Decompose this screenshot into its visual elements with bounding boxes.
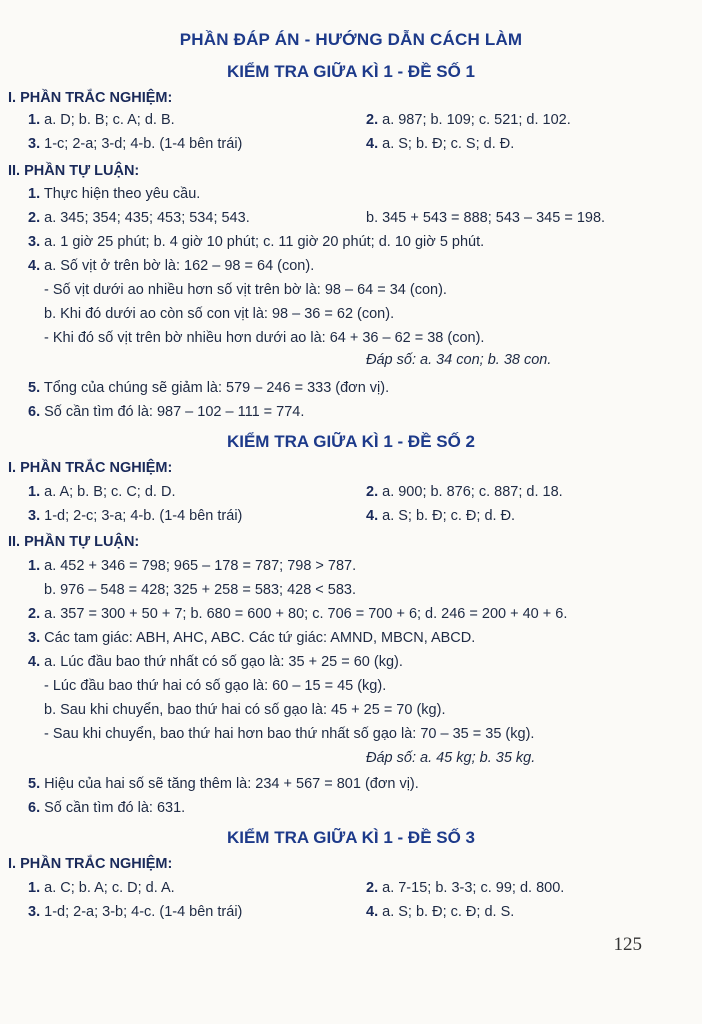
test1-t6: 6. Số cần tìm đó là: 987 – 102 – 111 = 774. [28, 404, 305, 420]
test2-t3: 3. Các tam giác: ABH, AHC, ABC. Các tứ giác: AMND, MBCN, ABCD. [28, 630, 476, 646]
page-title: PHẦN ĐÁP ÁN - HƯỚNG DẪN CÁCH LÀM [179, 30, 523, 49]
test2-t5: 5. Hiệu của hai số sẽ tăng thêm là: 234 + 567 = 801 (đơn vị). [28, 776, 419, 792]
test2-title: KIỂM TRA GIỮA KÌ 1 - ĐỀ SỐ 2 [226, 432, 476, 451]
test2-q2: 2. a. 900; b. 876; c. 887; d. 18. [366, 484, 563, 500]
test1-t2a: 2. a. 345; 354; 435; 453; 534; 543. [28, 210, 250, 226]
test1-t2b: b. 345 + 543 = 888; 543 – 345 = 198. [366, 210, 606, 226]
test1-t5: 5. Tổng của chúng sẽ giảm là: 579 – 246 = 333 (đơn vị). [28, 380, 390, 396]
test2-t4-answer: Đáp số: a. 45 kg; b. 35 kg. [366, 750, 536, 766]
test3-title: KIỂM TRA GIỮA KÌ 1 - ĐỀ SỐ 3 [226, 828, 476, 847]
test1-part2-heading: II. PHẦN TỰ LUẬN: [8, 163, 140, 179]
test1-t4-answer: Đáp số: a. 34 con; b. 38 con. [366, 352, 552, 368]
test3-q3: 3. 1-d; 2-a; 3-b; 4-c. (1-4 bên trái) [28, 904, 243, 920]
test3-q4: 4. a. S; b. Đ; c. Đ; d. S. [366, 904, 515, 920]
test1-q3: 3. 1-c; 2-a; 3-d; 4-b. (1-4 bên trái) [28, 136, 243, 152]
test1-title: KIỂM TRA GIỮA KÌ 1 - ĐỀ SỐ 1 [226, 62, 476, 81]
test3-q1: 1. a. C; b. A; c. D; d. A. [28, 880, 175, 896]
test2-t6: 6. Số cần tìm đó là: 631. [28, 800, 186, 816]
test2-t4a: 4. a. Lúc đầu bao thứ nhất có số gạo là: 35 + 25 = 60 (kg). [28, 654, 403, 670]
test1-t4b: b. Khi đó dưới ao còn số con vịt là: 98 – 36 = 62 (con). [44, 306, 395, 322]
test2-q1: 1. a. A; b. B; c. C; d. D. [28, 484, 176, 500]
page-number: 125 [613, 934, 642, 955]
test1-q4: 4. a. S; b. Đ; c. S; d. Đ. [366, 136, 515, 152]
test2-t4a2: - Lúc đầu bao thứ hai có số gạo là: 60 – 15 = 45 (kg). [44, 678, 387, 694]
test2-part2-heading: II. PHẦN TỰ LUẬN: [8, 534, 140, 550]
test2-q3: 3. 1-d; 2-c; 3-a; 4-b. (1-4 bên trái) [28, 508, 243, 524]
test2-q4: 4. a. S; b. Đ; c. Đ; d. Đ. [366, 508, 516, 524]
test1-t4b2: - Khi đó số vịt trên bờ nhiều hơn dưới ao là: 64 + 36 – 62 = 38 (con). [44, 330, 485, 346]
test2-t1b: b. 976 – 548 = 428; 325 + 258 = 583; 428 < 583. [44, 582, 357, 598]
test2-t4b: b. Sau khi chuyển, bao thứ hai có số gạo là: 45 + 25 = 70 (kg). [44, 702, 446, 718]
test1-t3: 3. a. 1 giờ 25 phút; b. 4 giờ 10 phút; c. 11 giờ 20 phút; d. 10 giờ 5 phút. [28, 234, 485, 250]
test1-q1: 1. a. D; b. B; c. A; d. B. [28, 112, 175, 128]
test1-q2: 2. a. 987; b. 109; c. 521; d. 102. [366, 112, 571, 128]
test3-part1-heading: I. PHẦN TRẮC NGHIỆM: [8, 856, 173, 872]
test3-q2: 2. a. 7-15; b. 3-3; c. 99; d. 800. [366, 880, 565, 896]
test2-t2: 2. a. 357 = 300 + 50 + 7; b. 680 = 600 + 80; c. 706 = 700 + 6; d. 246 = 200 + 40 + 6. [28, 606, 568, 622]
test2-part1-heading: I. PHẦN TRẮC NGHIỆM: [8, 460, 173, 476]
test2-t1a: 1. a. 452 + 346 = 798; 965 – 178 = 787; 798 > 787. [28, 558, 357, 574]
test1-part1-heading: I. PHẦN TRẮC NGHIỆM: [8, 90, 173, 106]
test1-t4a2: - Số vịt dưới ao nhiều hơn số vịt trên bờ là: 98 – 64 = 34 (con). [44, 282, 447, 298]
test1-t4a: 4. a. Số vịt ở trên bờ là: 162 – 98 = 64 (con). [28, 258, 315, 274]
test1-t1: 1. Thực hiện theo yêu cầu. [28, 186, 201, 202]
test2-t4b2: - Sau khi chuyển, bao thứ hai hơn bao thứ nhất số gạo là: 70 – 35 = 35 (kg). [44, 726, 535, 742]
